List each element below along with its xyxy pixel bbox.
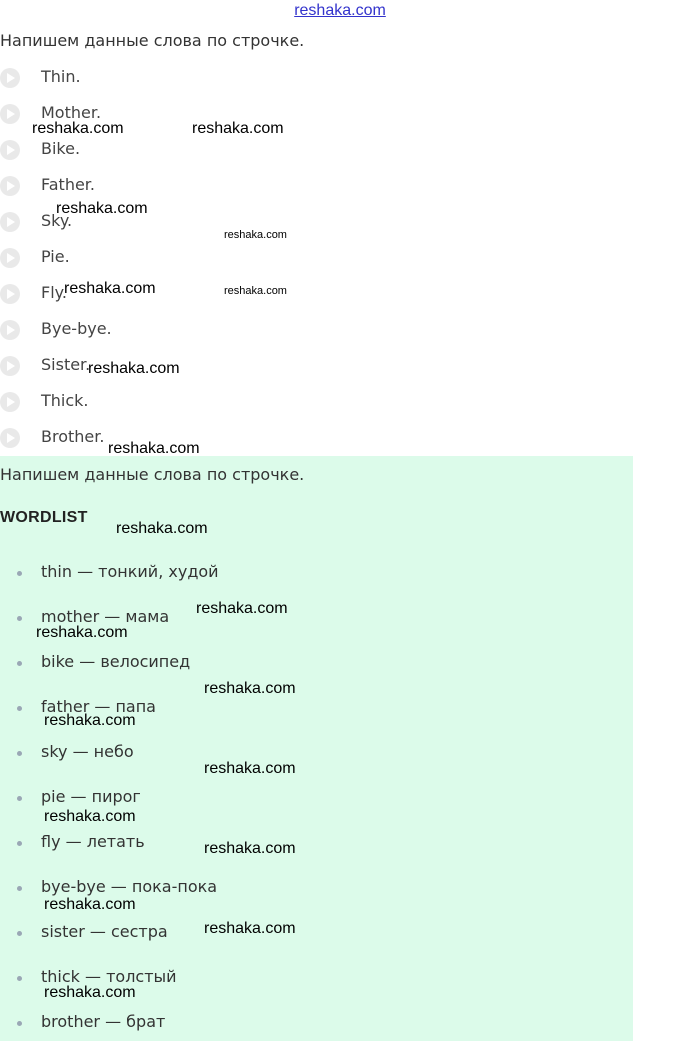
audio-word: Bike. xyxy=(41,139,81,158)
audio-word: Fly. xyxy=(41,283,67,302)
watermark: reshaka.com xyxy=(196,600,288,617)
audio-row[interactable] xyxy=(0,422,640,458)
audio-row[interactable] xyxy=(0,242,640,278)
play-icon[interactable] xyxy=(0,104,20,124)
bullet-icon xyxy=(17,841,22,846)
play-icon[interactable] xyxy=(0,284,20,304)
list-item xyxy=(0,739,633,784)
audio-word: Brother. xyxy=(41,427,105,446)
bullet-icon xyxy=(17,751,22,756)
play-icon[interactable] xyxy=(0,68,20,88)
audio-word: Sky. xyxy=(41,211,73,230)
watermark: reshaka.com xyxy=(204,760,296,777)
play-icon[interactable] xyxy=(0,356,20,376)
watermark: reshaka.com xyxy=(32,120,124,137)
audio-word: Mother. xyxy=(41,103,102,122)
watermark: reshaka.com xyxy=(44,896,136,913)
play-icon[interactable] xyxy=(0,428,20,448)
vocab-text: thick — толстый xyxy=(41,967,177,986)
vocab-text: mother — мама xyxy=(41,607,170,626)
bullet-icon xyxy=(17,571,22,576)
list-item xyxy=(0,829,633,874)
watermark: reshaka.com xyxy=(44,712,136,729)
watermark: reshaka.com xyxy=(204,840,296,857)
vocab-text: thin — тонкий, худой xyxy=(41,562,219,581)
vocab-text: bye-bye — пока-пока xyxy=(41,877,218,896)
watermark: reshaka.com xyxy=(36,624,128,641)
vocab-text: sky — небо xyxy=(41,742,134,761)
audio-row[interactable] xyxy=(0,134,640,170)
vocab-text: fly — летать xyxy=(41,832,145,851)
audio-word: Sister. xyxy=(41,355,91,374)
bullet-icon xyxy=(17,1021,22,1026)
watermark: reshaka.com xyxy=(108,440,200,457)
site-header-link[interactable]: reshaka.com xyxy=(294,2,386,19)
play-icon[interactable] xyxy=(0,320,20,340)
vocab-text: pie — пирог xyxy=(41,787,141,806)
vocab-text: sister — сестра xyxy=(41,922,168,941)
list-item xyxy=(0,559,633,604)
watermark: reshaka.com xyxy=(204,920,296,937)
play-icon[interactable] xyxy=(0,176,20,196)
answer-box xyxy=(0,456,633,1041)
audio-word: Pie. xyxy=(41,247,70,266)
play-icon[interactable] xyxy=(0,392,20,412)
watermark: reshaka.com xyxy=(224,229,287,241)
intro-text: Напишем данные слова по строчке. xyxy=(0,31,305,50)
list-item xyxy=(0,649,633,694)
bullet-icon xyxy=(17,931,22,936)
watermark: reshaka.com xyxy=(224,285,287,297)
bullet-icon xyxy=(17,616,22,621)
audio-word: Bye-bye. xyxy=(41,319,112,338)
watermark: reshaka.com xyxy=(64,280,156,297)
play-icon[interactable] xyxy=(0,248,20,268)
bullet-icon xyxy=(17,661,22,666)
watermark: reshaka.com xyxy=(44,984,136,1001)
audio-word: Father. xyxy=(41,175,95,194)
vocab-text: father — папа xyxy=(41,697,156,716)
list-item xyxy=(0,919,633,964)
watermark: reshaka.com xyxy=(56,200,148,217)
watermark: reshaka.com xyxy=(44,808,136,825)
watermark: reshaka.com xyxy=(192,120,284,137)
bullet-icon xyxy=(17,706,22,711)
audio-row[interactable] xyxy=(0,314,640,350)
watermark: reshaka.com xyxy=(116,520,208,537)
audio-word: Thick. xyxy=(41,391,89,410)
vocab-text: brother — брат xyxy=(41,1012,166,1031)
audio-row[interactable] xyxy=(0,62,640,98)
list-item xyxy=(0,1009,633,1054)
watermark: reshaka.com xyxy=(88,360,180,377)
watermark: reshaka.com xyxy=(204,680,296,697)
play-icon[interactable] xyxy=(0,140,20,160)
wordlist-title: WORDLIST xyxy=(0,509,88,526)
bullet-icon xyxy=(17,886,22,891)
bullet-icon xyxy=(17,976,22,981)
answer-intro-text: Напишем данные слова по строчке. xyxy=(0,465,305,484)
play-icon[interactable] xyxy=(0,212,20,232)
bullet-icon xyxy=(17,796,22,801)
audio-word: Thin. xyxy=(41,67,81,86)
vocab-text: bike — велосипед xyxy=(41,652,191,671)
audio-row[interactable] xyxy=(0,386,640,422)
